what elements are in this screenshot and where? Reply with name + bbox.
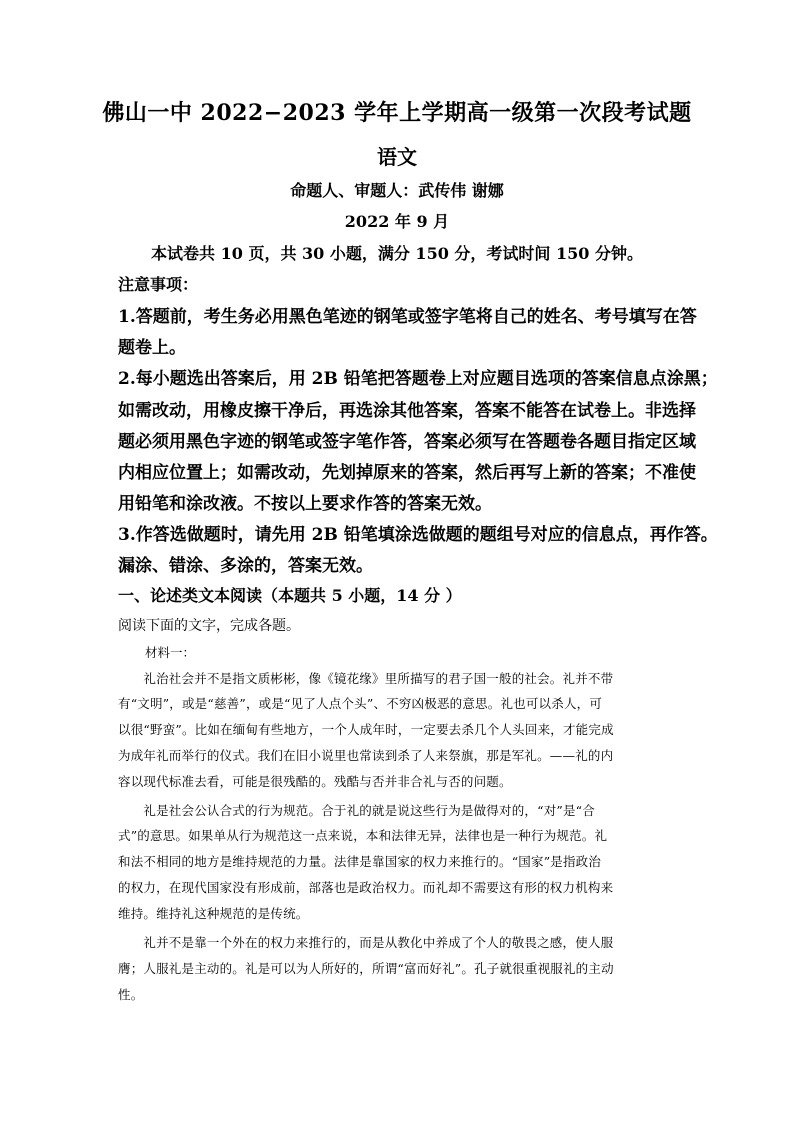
notice-line: 题卷上。 (118, 338, 186, 358)
passage-line: 的权力，在现代国家没有形成前，部落也是政治权力。而礼却不需要这有形的权力机构来 (118, 880, 614, 895)
notice-line: 内相应位置上；如需改动，先划掉原来的答案，然后再写上新的答案；不准使 (118, 463, 696, 483)
material-label: 材料一： (145, 645, 196, 660)
notice-line: 漏涂、错涂、多涂的，答案无效。 (118, 556, 373, 576)
passage-line: 礼是社会公认合式的行为规范。合于礼的就是说这些行为是做得对的，“对”是“合 (118, 803, 595, 818)
authors-line: 命题人、审题人：武传伟 谢娜 (290, 181, 504, 200)
passage-line: 礼并不是靠一个外在的权力来推行的，而是从教化中养成了个人的敬畏之感，使人服 (118, 935, 614, 950)
passage-line: 礼治社会并不是指文质彬彬，像《镜花缘》里所描写的君子国一般的社会。礼并不带 (118, 671, 614, 686)
notice-heading: 注意事项： (118, 275, 199, 294)
passage-line: 性。 (118, 987, 144, 1002)
passage-line: 以很“野蛮”。比如在缅甸有些地方，一个人成年时，一定要去杀几个人头回来，才能完成 (118, 722, 614, 737)
subject-label: 语文 (377, 145, 417, 169)
notice-line: 1.答题前，考生务必用黑色笔迹的钢笔或签字笔将自己的姓名、考号填写在答 (118, 307, 697, 327)
reading-instruction: 阅读下面的文字，完成各题。 (118, 618, 300, 634)
passage-line: 式”的意思。如果单从行为规范这一点来说，本和法律无异，法律也是一种行为规范。礼 (118, 828, 608, 843)
notice-line: 题必须用黑色字迹的钢笔或签字笔作答，答案必须写在答题卷各题目指定区域 (118, 432, 696, 452)
passage-line: 维持。维持礼这种规范的是传统。 (118, 906, 309, 921)
section-heading: 一、论述类文本阅读（本题共 5 小题，14 分 ） (118, 586, 462, 605)
notice-line: 2.每小题选出答案后，用 2B 铅笔把答题卷上对应题目选项的答案信息点涂黑； (118, 369, 718, 389)
passage-line: 为成年礼而举行的仪式。我们在旧小说里也常读到杀了人来祭旗，那是军礼。——礼的内 (118, 748, 614, 763)
passage-line: 容以现代标准去看，可能是很残酷的。残酷与否并非合礼与否的问题。 (118, 774, 512, 789)
notice-line: 用铅笔和涂改液。不按以上要求作答的答案无效。 (118, 494, 492, 514)
notice-line: 如需改动，用橡皮擦干净后，再选涂其他答案，答案不能答在试卷上。非选择 (118, 401, 696, 421)
notice-line: 3.作答选做题时，请先用 2B 铅笔填涂选做题的题组号对应的信息点，再作答。 (118, 525, 718, 545)
passage-line: 和法不相同的地方是维持规范的力量。法律是靠国家的权力来推行的。“国家”是指政治 (118, 854, 602, 869)
exam-summary: 本试卷共 10 页，共 30 小题，满分 150 分，考试时间 150 分钟。 (151, 244, 643, 263)
exam-title: 佛山一中 2022−2023 学年上学期高一级第一次段考试题 (102, 100, 692, 126)
passage-line: 有“文明”，或是“慈善”，或是“见了人点个头”、不穷凶极恶的意思。礼也可以杀人，可 (118, 696, 603, 711)
passage-line: 膺；人服礼是主动的。礼是可以为人所好的，所谓“富而好礼”。孔子就很重视服礼的主动 (118, 961, 614, 976)
exam-date: 2022 年 9 月 (344, 212, 450, 231)
